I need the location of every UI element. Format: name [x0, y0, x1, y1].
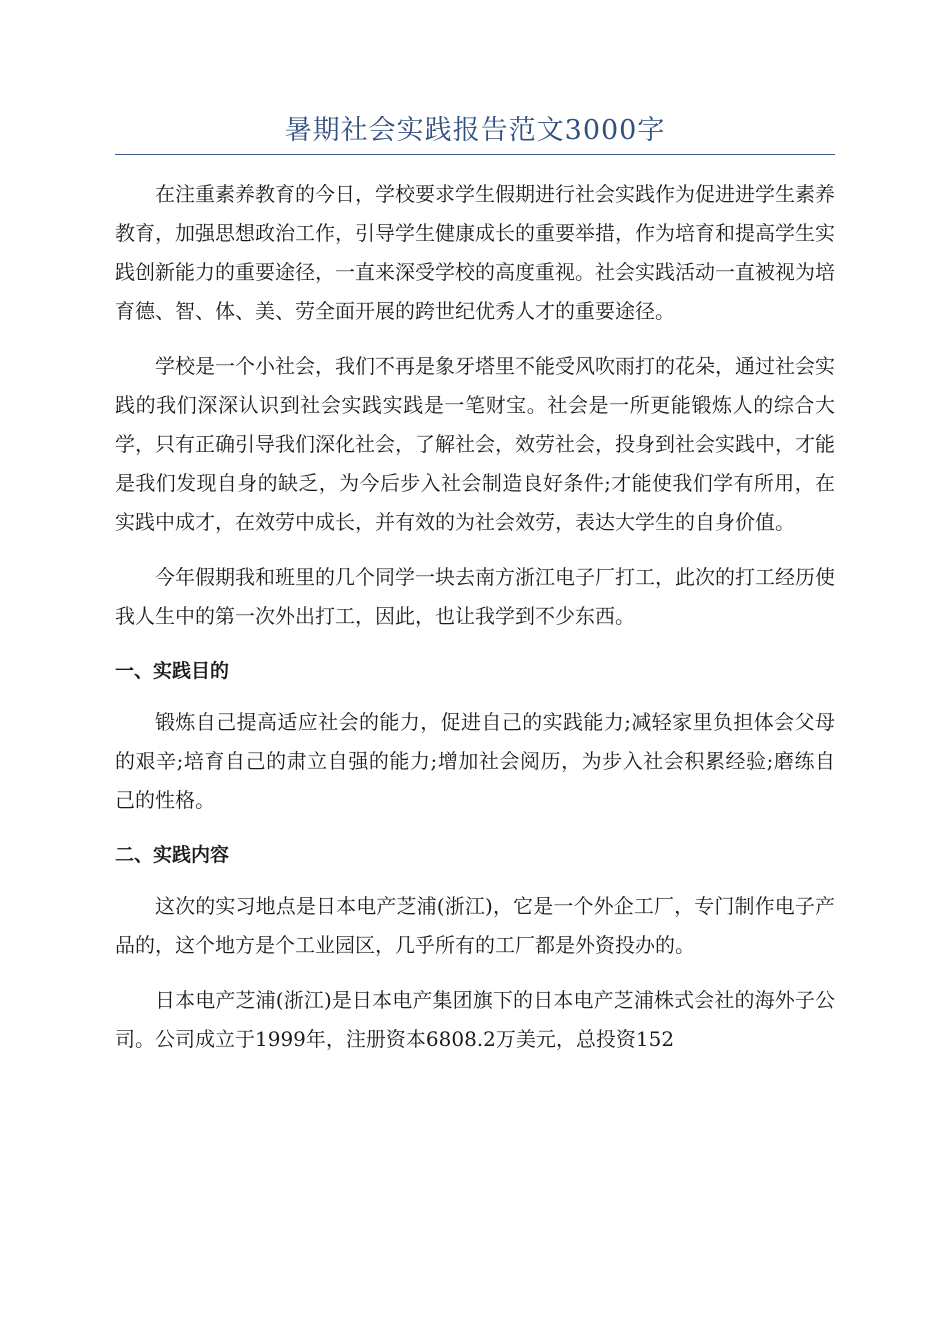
content-paragraph-1: 这次的实习地点是日本电产芝浦(浙江)，它是一个外企工厂，专门制作电子产品的，这个地方是个工业园区，几乎所有的工厂都是外资投办的。 [115, 894, 835, 957]
content-paragraph-2: 日本电产芝浦(浙江)是日本电产集团旗下的日本电产芝浦株式会社的海外子公司。公司成立于1999年，注册资本6808.2万美元，总投资152 [115, 988, 835, 1051]
document-title: 暑期社会实践报告范文3000字 [284, 115, 666, 146]
title-underline [115, 154, 835, 155]
section-heading-content: 二、实践内容 [115, 844, 230, 866]
section-heading-purpose: 一、实践目的 [115, 660, 230, 682]
intro-paragraph-2: 学校是一个小社会，我们不再是象牙塔里不能受风吹雨打的花朵，通过社会实践的我们深深认识到社会实践实践是一笔财宝。社会是一所更能锻炼人的综合大学，只有正确引导我们深化社会，了解社会，效劳社会，投身到社会实践中，才能是我们发现自身的缺乏，为今后步入社会制造良好条件;才能使我们学有所用，在实践中成才，在效劳中成长，并有效的为社会效劳，表达大学生的自身价值。 [115, 354, 835, 534]
document-page [115, 110, 835, 1075]
intro-paragraph-1: 在注重素养教育的今日，学校要求学生假期进行社会实践作为促进进学生素养教育，加强思想政治工作，引导学生健康成长的重要举措，作为培育和提高学生实践创新能力的重要途径，一直来深受学校的高度重视。社会实践活动一直被视为培育德、智、体、美、劳全面开展的跨世纪优秀人才的重要途径。 [115, 182, 835, 323]
purpose-paragraph: 锻炼自己提高适应社会的能力，促进自己的实践能力;减轻家里负担体会父母的艰辛;培育自己的肃立自强的能力;增加社会阅历，为步入社会积累经验;磨练自己的性格。 [115, 710, 835, 812]
intro-paragraph-3: 今年假期我和班里的几个同学一块去南方浙江电子厂打工，此次的打工经历使我人生中的第一次外出打工，因此，也让我学到不少东西。 [115, 565, 835, 628]
